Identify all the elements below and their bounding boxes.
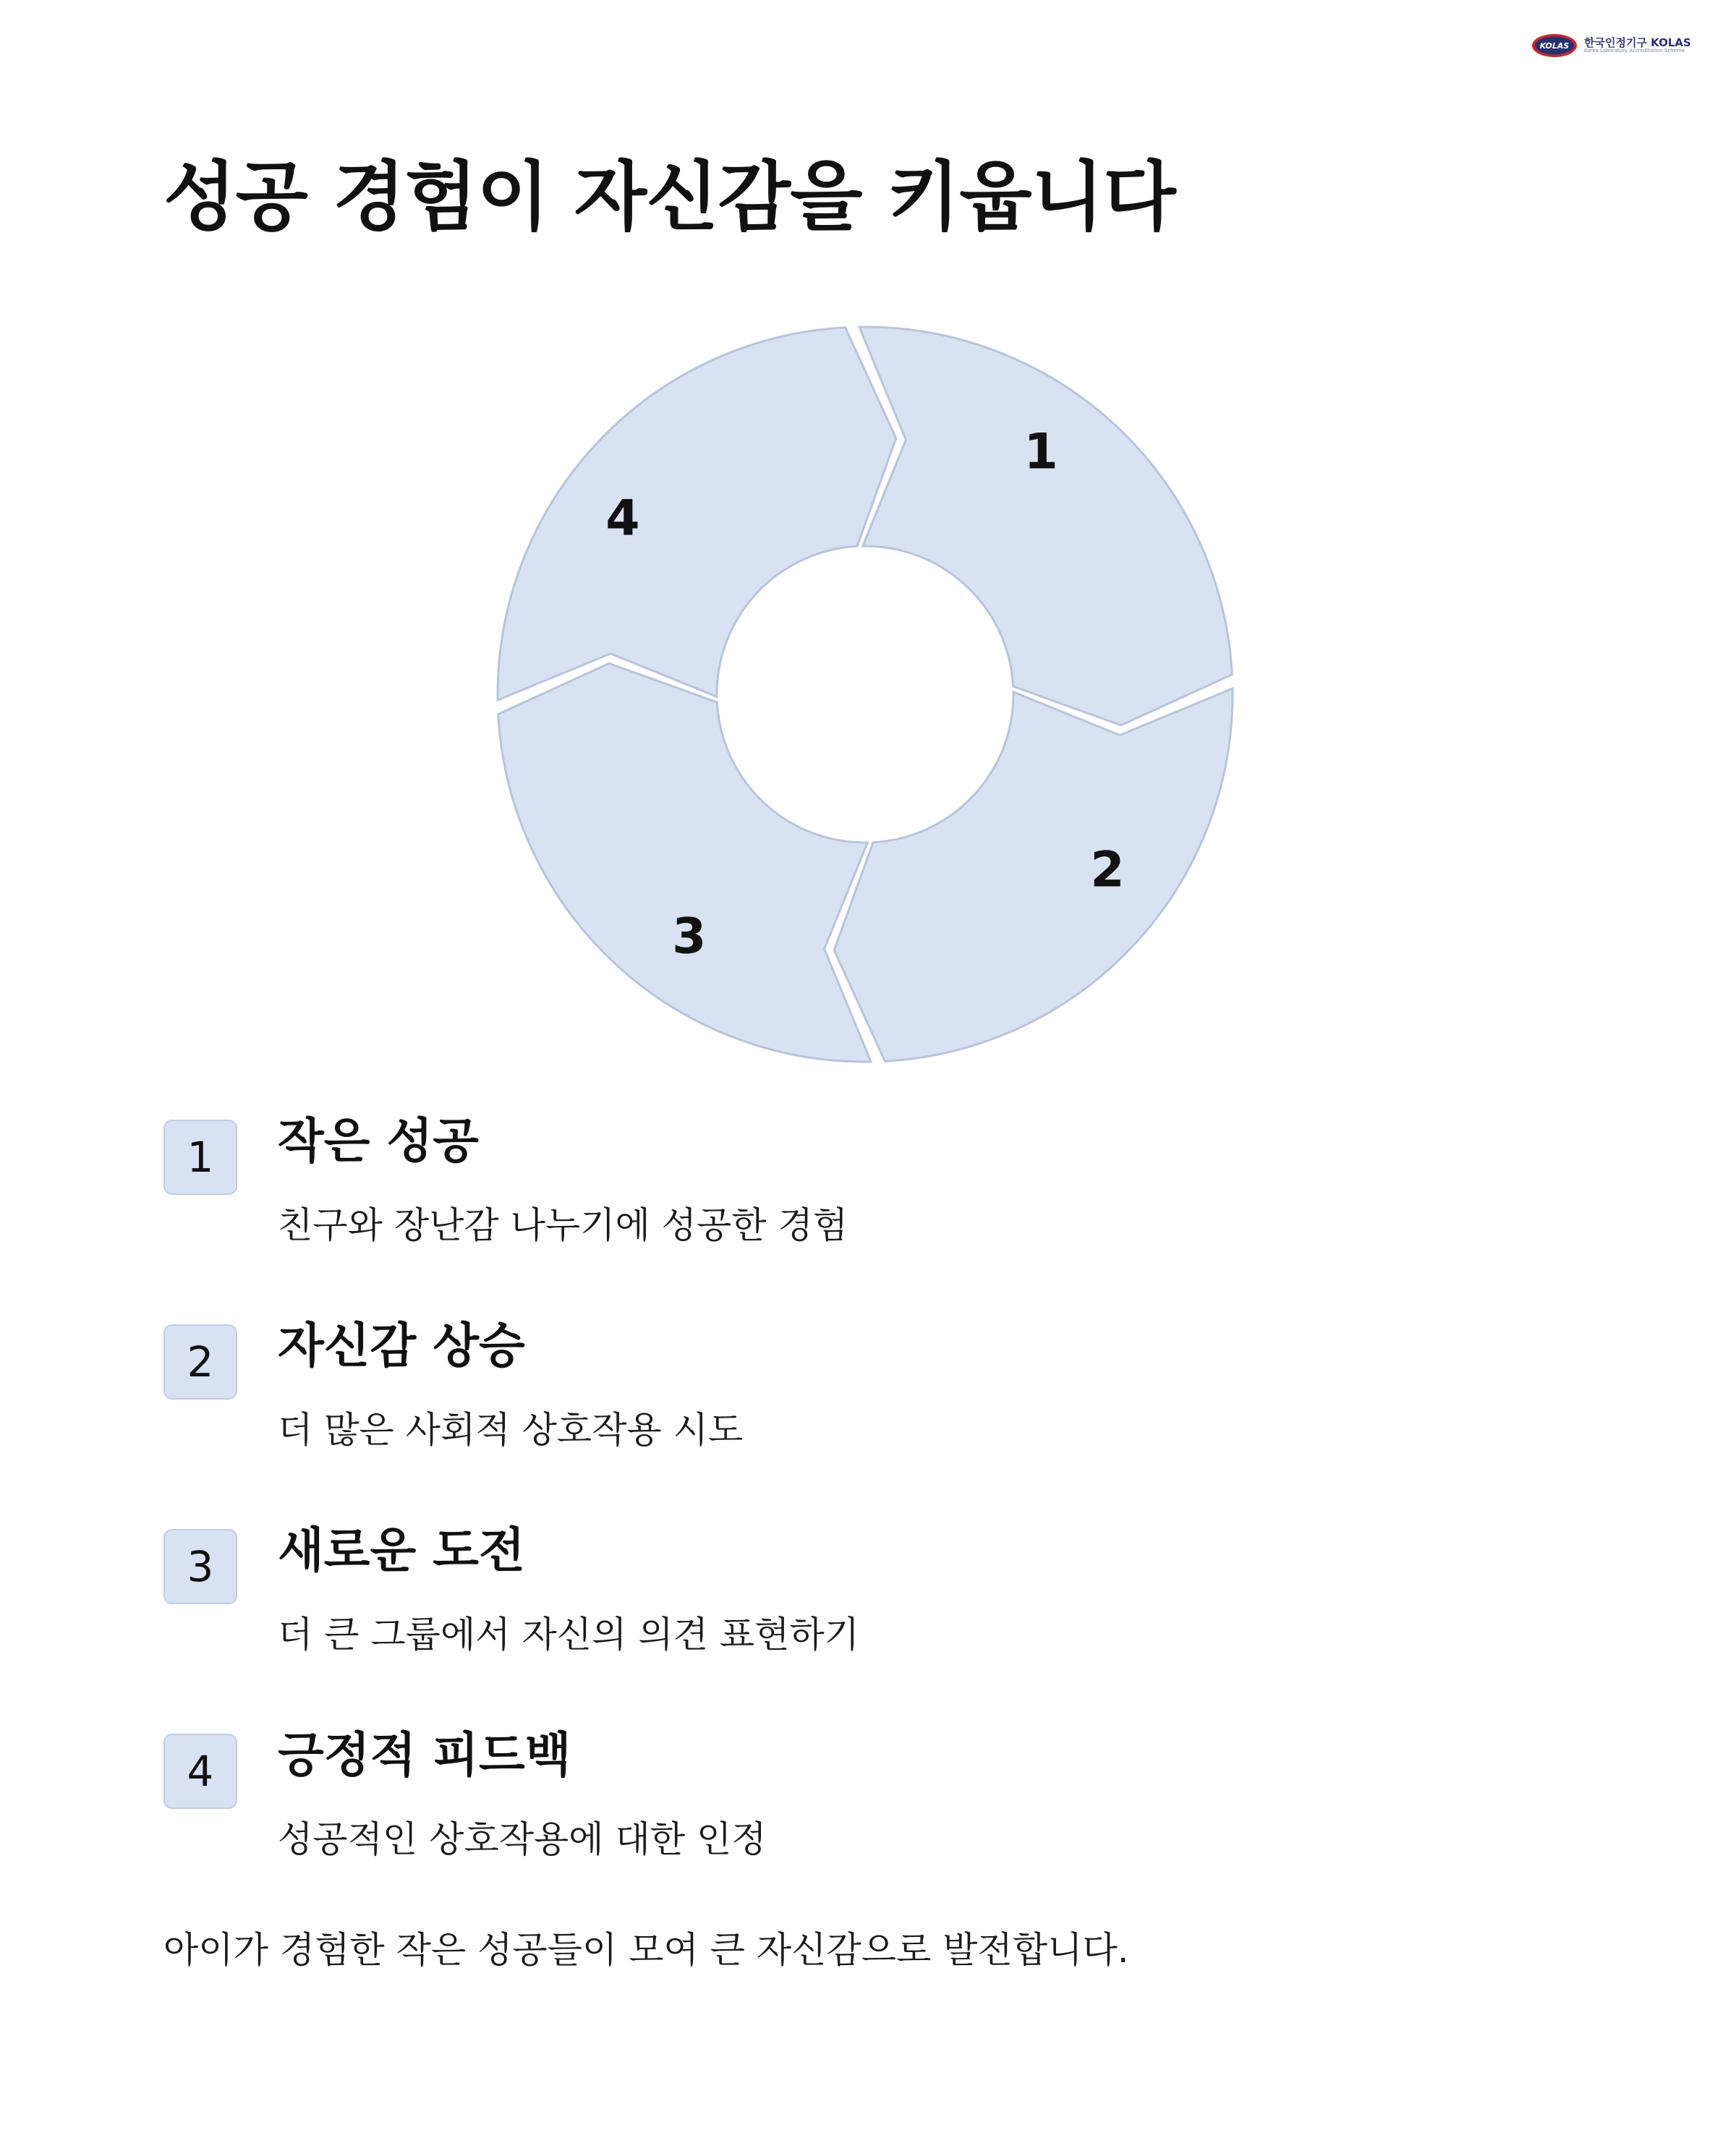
step-description: 성공적인 상호작용에 대한 인정 — [278, 1818, 767, 1860]
cycle-diagram — [489, 318, 1241, 1070]
step-item-2 — [163, 1318, 1538, 1529]
step-number-badge: 4 — [163, 1734, 237, 1809]
kolas-emblem-icon — [1531, 33, 1578, 59]
step-number-badge: 2 — [163, 1324, 237, 1400]
cycle-segment-4 — [498, 328, 896, 700]
step-title: 작은 성공 — [278, 1113, 480, 1169]
step-number-badge: 1 — [163, 1120, 237, 1195]
page-title: 성공 경험이 자신감을 키웁니다 — [163, 153, 1175, 241]
step-description: 더 많은 사회적 상호작용 시도 — [278, 1409, 744, 1451]
cycle-segment-3 — [498, 663, 871, 1062]
step-list — [163, 1113, 1538, 1938]
step-item-3 — [163, 1522, 1538, 1734]
logo-sub-text: Korea Laboratory Accreditation Scheme — [1584, 48, 1685, 54]
summary-text: 아이가 경험한 작은 성공들이 모여 큰 자신감으로 발전합니다. — [163, 1929, 1129, 1971]
step-title: 긍정적 피드백 — [278, 1727, 571, 1783]
step-description: 친구와 장난감 나누기에 성공한 경험 — [278, 1204, 848, 1246]
step-title: 자신감 상승 — [278, 1318, 525, 1373]
logo-text-block — [1584, 37, 1691, 54]
step-title: 새로운 도전 — [278, 1522, 525, 1578]
step-description: 더 큰 그룹에서 자신의 의견 표현하기 — [278, 1614, 859, 1656]
cycle-segment-2 — [834, 689, 1233, 1061]
cycle-segment-label-2: 2 — [1090, 841, 1125, 899]
logo-main-text: 한국인정기구 KOLAS — [1584, 35, 1691, 49]
cycle-segment-1 — [859, 327, 1232, 725]
cycle-segments — [498, 327, 1233, 1062]
logo-badge-text: KOLAS — [1539, 41, 1570, 51]
kolas-logo — [1531, 29, 1697, 62]
step-number-badge: 3 — [163, 1529, 237, 1604]
cycle-segment-label-4: 4 — [605, 490, 640, 548]
step-item-4 — [163, 1727, 1538, 1938]
step-item-1 — [163, 1113, 1538, 1324]
cycle-segment-label-1: 1 — [1024, 423, 1058, 481]
cycle-segment-label-3: 3 — [672, 908, 707, 966]
